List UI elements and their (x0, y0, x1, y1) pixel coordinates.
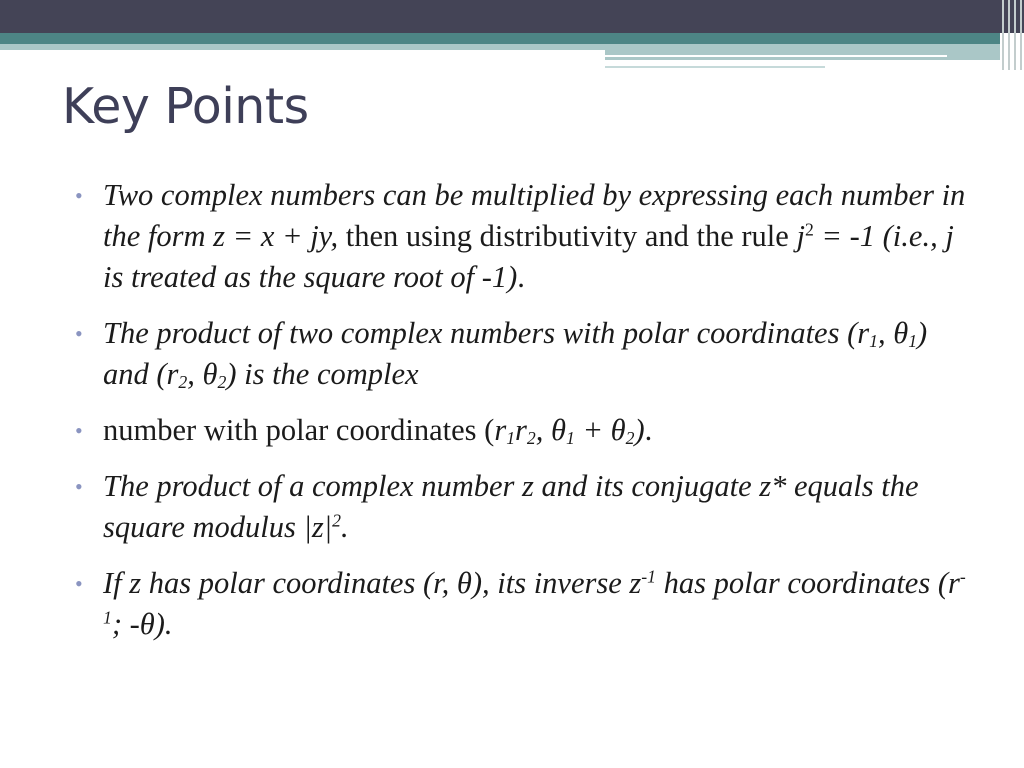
accent-line-lower (605, 66, 825, 68)
bullet-item (75, 175, 975, 298)
accent-stripe (0, 33, 1000, 44)
subscript: 2 (217, 371, 227, 392)
bullet-item (75, 563, 975, 645)
slide-title: Key Points (62, 78, 309, 135)
bullet-text: The product of a complex number z and its conjugate z* equals the square modulus |z| (103, 469, 919, 544)
bullet-text: , θ (187, 357, 218, 391)
bullet-text: . (341, 510, 349, 544)
superscript: 2 (332, 510, 341, 531)
accent-line (605, 55, 947, 57)
bullet-text: Two complex numbers can be multiplied by expressing each number in the form z = x + jy, (103, 178, 966, 253)
subscript: 1 (908, 330, 918, 351)
bullet-text: . (644, 413, 653, 447)
subscript: 1 (565, 427, 575, 448)
decorative-side-bars (1000, 0, 1024, 70)
bullet-text: ) and (r (103, 316, 928, 391)
bullet-item (75, 313, 975, 395)
bullet-text: number with polar coordinates ( (103, 413, 495, 447)
subscript: 2 (178, 371, 188, 392)
bullet-list (75, 175, 975, 660)
bullet-text: , θ (535, 413, 566, 447)
superscript: 2 (804, 219, 814, 240)
header-band (0, 0, 1024, 33)
bullet-item (75, 466, 975, 548)
bullet-text: , θ (877, 316, 909, 350)
superscript: -1 (641, 566, 656, 587)
subscript: 1 (869, 330, 878, 351)
superscript: -1 (103, 566, 966, 628)
bullet-text: . (517, 260, 525, 294)
bullet-text: r (494, 413, 507, 447)
bullet-text: r (515, 413, 527, 447)
subscript: 1 (506, 427, 516, 448)
subscript: 2 (526, 427, 536, 448)
bullet-text: j (796, 219, 805, 253)
bullet-text: ; -θ). (111, 607, 173, 641)
bullet-text: then using distributivity and the rule (338, 219, 797, 253)
bullet-text: ) (634, 413, 645, 447)
subscript: 2 (625, 427, 635, 448)
bullet-text: has polar coordinates (r (656, 566, 960, 600)
bullet-text: If z has polar coordinates (r, θ), its inverse z (103, 566, 642, 600)
bullet-text: The product of two complex numbers with polar coordinates (r (103, 316, 870, 350)
bullet-item (75, 410, 975, 451)
bullet-text: = -1 (i.e., j is treated as the square root of -1) (103, 219, 954, 294)
bullet-text: ) is the complex (226, 357, 419, 391)
bullet-text: + θ (574, 413, 626, 447)
